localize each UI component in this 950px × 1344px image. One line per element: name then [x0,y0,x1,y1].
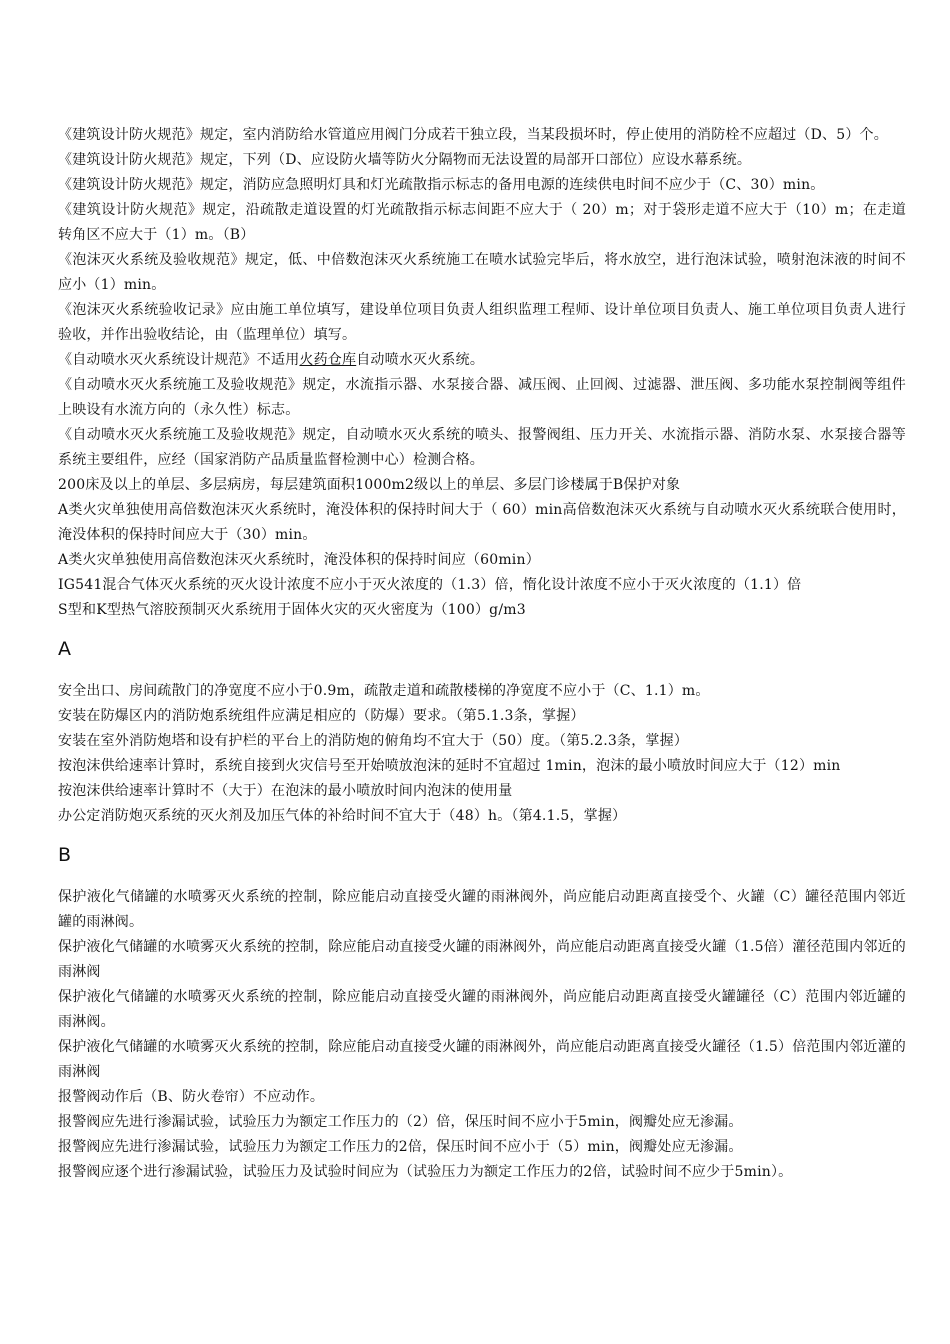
paragraph: 保护液化气储罐的水喷雾灭火系统的控制，除应能启动直接受火罐的雨淋阀外，尚应能启动距离直接受火罐（1.5倍）灌径范围内邻近的雨淋阀 [58,939,906,980]
paragraph: 安全出口、房间疏散门的净宽度不应小于0.9m，疏散走道和疏散楼梯的净宽度不应小于（C、1.1）m。 [58,683,710,699]
document-page [58,123,906,1185]
paragraph: 《泡沫灭火系统及验收规范》规定，低、中倍数泡沫灭火系统施工在喷水试验完毕后，将水放空，进行泡沫试验，喷射泡沫液的时间不应小（1）min。 [58,252,906,293]
paragraph: 保护液化气储罐的水喷雾灭火系统的控制，除应能启动直接受火罐的雨淋阀外，尚应能启动距离直接受火罐径（1.5）倍范围内邻近灌的雨淋阀 [58,1039,906,1080]
paragraph: 报警阀动作后（B、防火卷帘）不应动作。 [58,1089,325,1105]
section-heading-a: A [58,638,71,660]
paragraph: 《自动喷水灭火系统施工及验收规范》规定，自动喷水灭火系统的喷头、报警阀组、压力开关、水流指示器、消防水泵、水泵接合器等系统主要组件，应经（国家消防产品质量监督检测中心）检测合格。 [58,427,906,468]
paragraph: A类火灾单独使用高倍数泡沫灭火系统时，淹没体积的保持时间应（60min） [58,552,540,568]
paragraph-text: 自动喷水灭火系统。 [356,352,485,368]
paragraph: 《建筑设计防火规范》规定，室内消防给水管道应用阀门分成若干独立段，当某段损坏时，停止使用的消防栓不应超过（D、5）个。 [58,127,888,143]
paragraph: 保护液化气储罐的水喷雾灭火系统的控制，除应能启动直接受火罐的雨淋阀外，尚应能启动距离直接受个、火罐（C）罐径范围内邻近罐的雨淋阀。 [58,889,906,930]
underlined-text: 火药仓库 [299,352,357,368]
paragraph: 《泡沫灭火系统验收记录》应由施工单位填写，建设单位项目负责人组织监理工程师、设计单位项目负责人、施工单位项目负责人进行验收，并作出验收结论，由（监理单位）填写。 [58,302,906,343]
paragraph: 安装在防爆区内的消防炮系统组件应满足相应的（防爆）要求。（第5.1.3条，掌握） [58,708,585,724]
intro-block [58,123,906,623]
section-a-block [58,679,906,829]
section-heading-b: B [58,844,72,866]
paragraph: IG541混合气体灭火系统的灭火设计浓度不应小于灭火浓度的（1.3）倍，惰化设计浓度不应小于灭火浓度的（1.1）倍 [58,577,802,593]
paragraph: 《建筑设计防火规范》规定，下列（D、应设防火墙等防火分隔物而无法设置的局部开口部位）应设水幕系统。 [58,152,752,168]
paragraph: 报警阀应逐个进行渗漏试验，试验压力及试验时间应为（试验压力为额定工作压力的2倍，试验时间不应少于5min）。 [58,1164,793,1180]
paragraph: 办公定消防炮灭系统的灭火剂及加压气体的补给时间不宜大于（48）h。（第4.1.5，掌握） [58,808,627,824]
paragraph: 《自动喷水灭火系统施工及验收规范》规定，水流指示器、水泵接合器、减压阀、止回阀、过滤器、泄压阀、多功能水泵控制阀等组件上映设有水流方向的（永久性）标志。 [58,377,906,418]
paragraph: 报警阀应先进行渗漏试验，试验压力为额定工作压力的（2）倍，保压时间不应小于5min，阀瓣处应无渗漏。 [58,1114,743,1130]
paragraph: A类火灾单独使用高倍数泡沫灭火系统时，淹没体积的保持时间大于（ 60）min高倍数泡沫灭火系统与自动喷水灭火系统联合使用时，淹没体积的保持时间应大于（30）min。 [58,502,906,543]
paragraph: S型和K型热气溶胶预制灭火系统用于固体火灾的灭火密度为（100）g/m3 [58,602,526,618]
paragraph: 按泡沫供给速率计算时，系统自接到火灾信号至开始喷放泡沫的延时不宜超过 1min，泡沫的最小喷放时间应大于（12）min [58,758,841,774]
paragraph-text: 《自动喷水灭火系统设计规范》不适用 [58,352,300,368]
paragraph: 按泡沫供给速率计算时不（大于）在泡沫的最小喷放时间内泡沫的使用量 [58,783,513,799]
paragraph: 《建筑设计防火规范》规定，沿疏散走道设置的灯光疏散指示标志间距不应大于（ 20）m；对于袋形走道不应大于（10）m；在走道转角区不应大于（1）m。（B） [58,202,906,243]
paragraph: 200床及以上的单层、多层病房，每层建筑面积1000m2级以上的单层、多层门诊楼属于B保护对象 [58,477,681,493]
paragraph: 保护液化气储罐的水喷雾灭火系统的控制，除应能启动直接受火罐的雨淋阀外，尚应能启动距离直接受火罐罐径（C）范围内邻近罐的雨淋阀。 [58,989,906,1030]
section-b-block [58,885,906,1185]
paragraph: 《建筑设计防火规范》规定，消防应急照明灯具和灯光疏散指示标志的备用电源的连续供电时间不应少于（C、30）min。 [58,177,825,193]
paragraph: 安装在室外消防炮塔和设有护栏的平台上的消防炮的俯角均不宜大于（50）度。（第5.2.3条，掌握） [58,733,689,749]
paragraph [58,348,906,373]
paragraph: 报警阀应先进行渗漏试验，试验压力为额定工作压力的2倍，保压时间不应小于（5）min，阀瓣处应无渗漏。 [58,1139,743,1155]
